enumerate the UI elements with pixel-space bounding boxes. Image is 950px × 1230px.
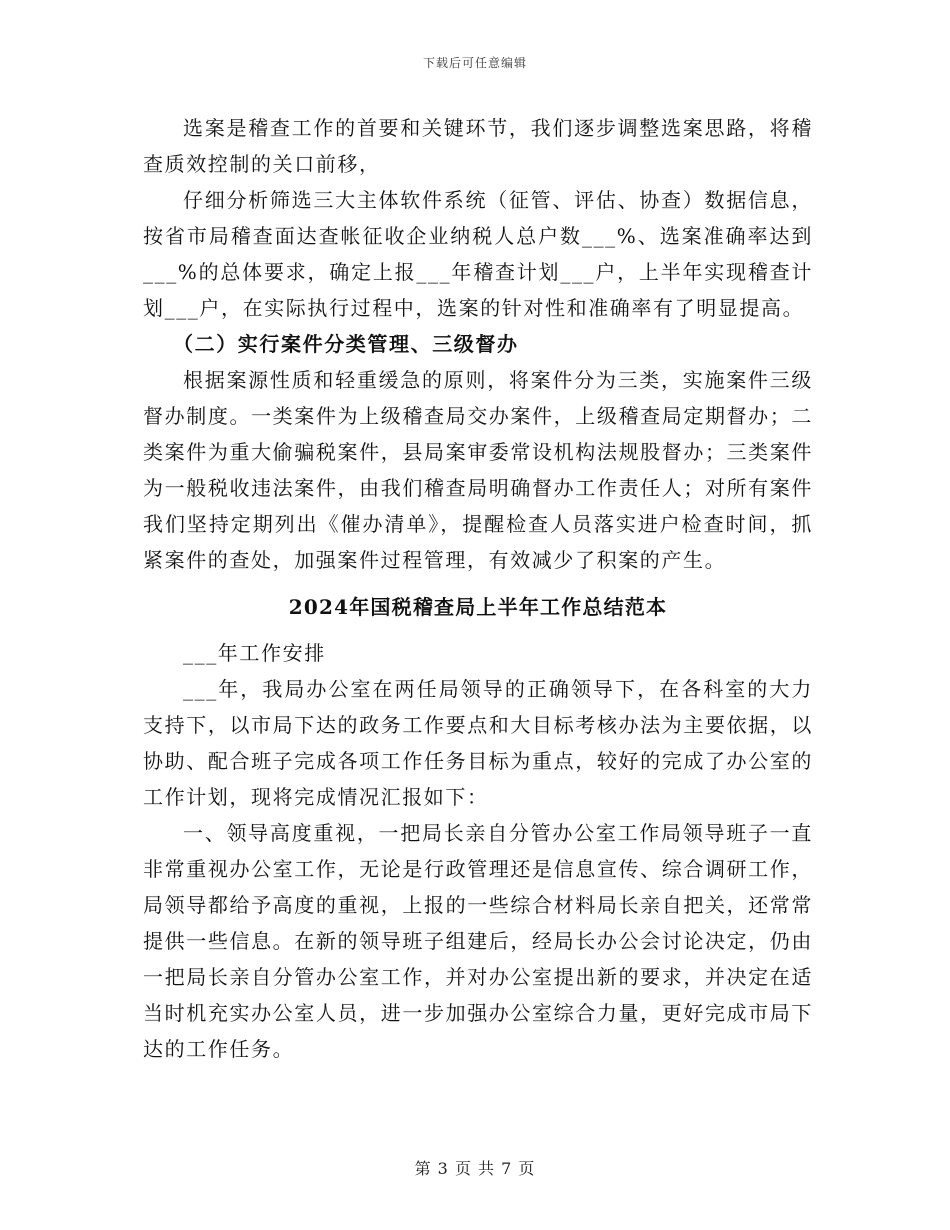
page-number: 第 3 页 共 7 页 [414, 1159, 536, 1178]
paragraph-case-selection: 选案是稽查工作的首要和关键环节，我们逐步调整选案思路，将稽查质效控制的关口前移， [143, 116, 813, 176]
paragraph-data-analysis: 仔细分析筛选三大主体软件系统（征管、评估、协查）数据信息，按省市局稽查面达查帐征收企业纳税人总户数___%、选案准确率达到___%的总体要求，确定上报___年稽查计划___户，上半年实现稽查计划___户，在实际执行过程中，选案的针对性和准确率有了明显提高。 [143, 188, 813, 320]
paragraph-work-arrangement: ___年工作安排 [183, 641, 326, 665]
document-body [143, 110, 813, 1067]
header-note: 下载后可任意编辑 [422, 56, 527, 70]
document-title: 2024年国税稽查局上半年工作总结范本 [288, 595, 668, 619]
paragraph-office-summary: ___年，我局办公室在两任局领导的正确领导下，在各科室的大力支持下，以市局下达的政务工作要点和大目标考核办法为主要依据，以协助、配合班子完成各项工作任务目标为重点，较好的完成了办公室的工作计划，现将完成情况汇报如下： [143, 677, 813, 809]
paragraph-three-level-supervision: 根据案源性质和轻重缓急的原则，将案件分为三类，实施案件三级督办制度。一类案件为上级稽查局交办案件，上级稽查局定期督办；二类案件为重大偷骗税案件，县局案审委常设机构法规股督办；三类案件为一般税收违法案件，由我们稽查局明确督办工作责任人；对所有案件我们坚持定期列出《催办清单》，提醒检查人员落实进户检查时间，抓紧案件的查处，加强案件过程管理，有效减少了积案的产生。 [143, 368, 813, 572]
section-heading-case-management: （二）实行案件分类管理、三级督办 [173, 332, 519, 356]
paragraph-leadership-attention: 一、领导高度重视，一把局长亲自分管办公室工作局领导班子一直非常重视办公室工作，无论是行政管理还是信息宣传、综合调研工作，局领导都给予高度的重视，上报的一些综合材料局长亲自把关，还常常提供一些信息。在新的领导班子组建后，经局长办公会讨论决定，仍由一把局长亲自分管办公室工作，并对办公室提出新的要求，并决定在适当时机充实办公室人员，进一步加强办公室综合力量，更好完成市局下达的工作任务。 [143, 821, 813, 1061]
